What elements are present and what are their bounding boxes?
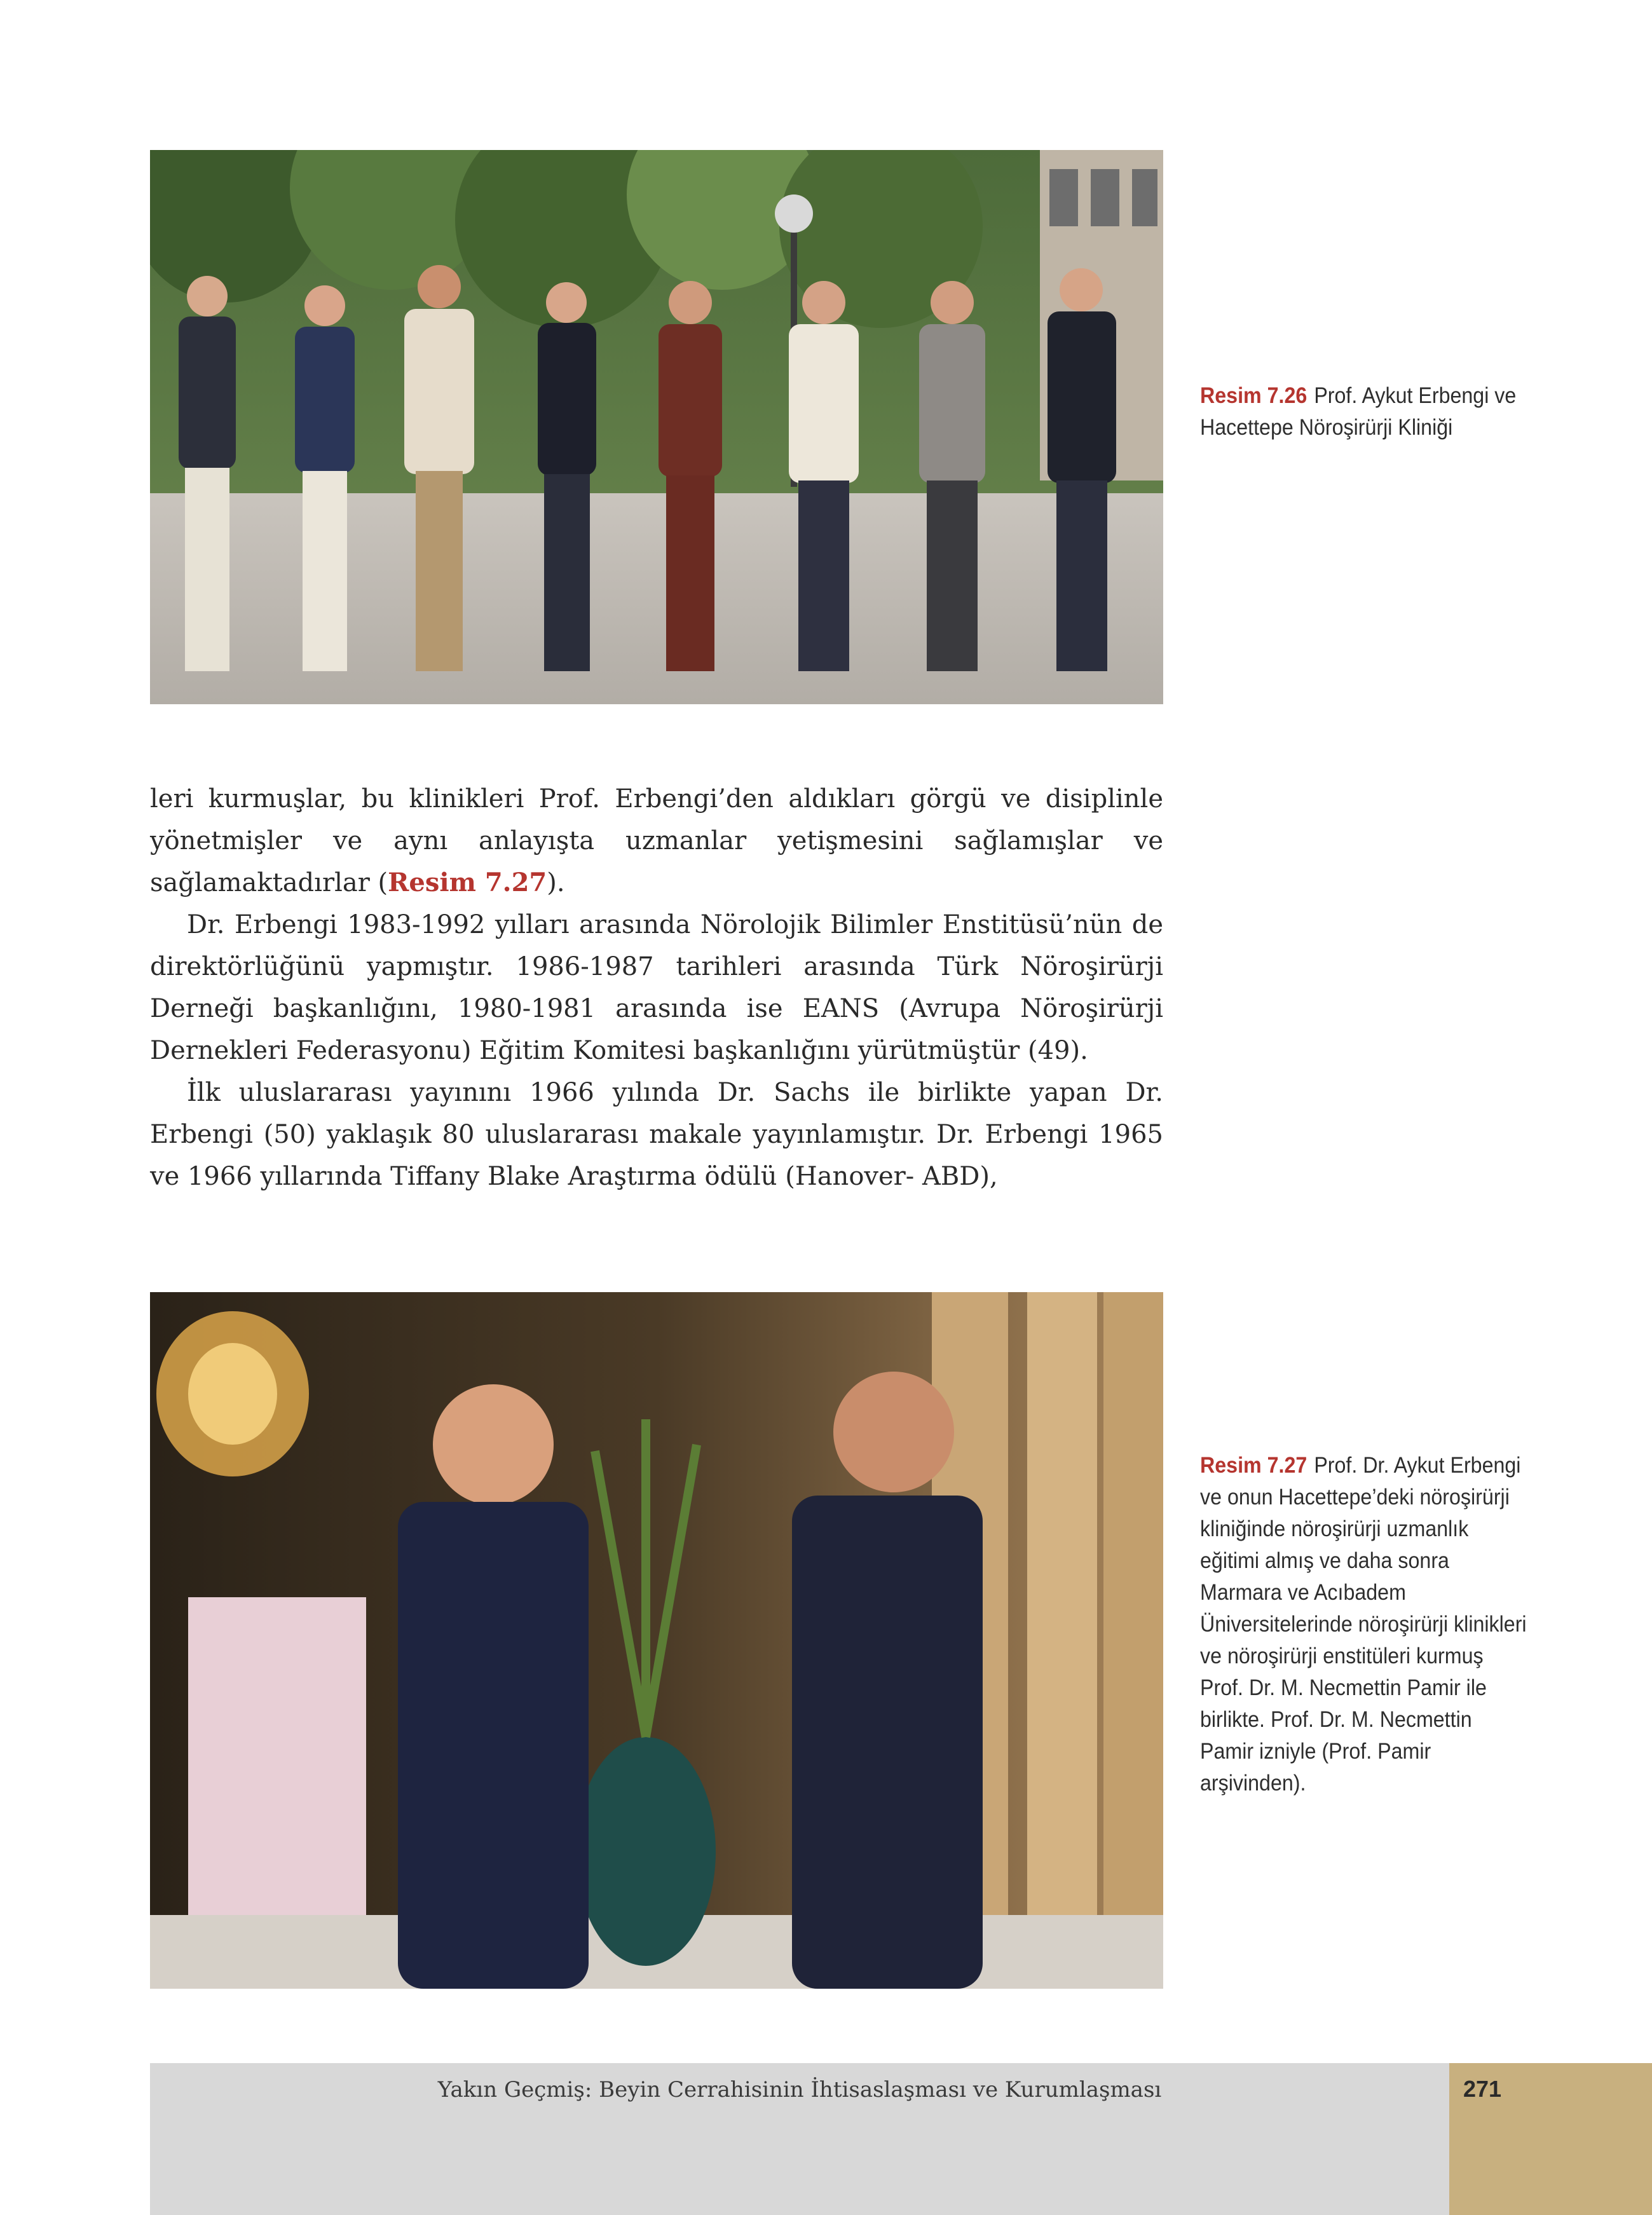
running-footer-title: Yakın Geçmiş: Beyin Cerrahisinin İhtisaslaşması ve Kurumlaşması: [437, 2077, 1162, 2103]
figure-caption-text: Prof. Dr. Aykut Erbengi ve onun Hacettepe’deki nöroşirürji kliniğinde nöroşirürji uzmanlık eğitimi almış ve daha sonra Marmara ve Acıbadem Üniversitelerinde nöroşirürji klinikleri ve nöroşirürji enstitüleri kurmuş Prof. Dr. M. Necmettin Pamir ile birlikte. Prof. Dr. M. Necmettin Pamir izniyle (Prof. Pamir arşivinden).: [1200, 1453, 1527, 1796]
paragraph: İlk uluslararası yayınını 1966 yılında Dr. Sachs ile birlikte yapan Dr. Erbengi (50) yaklaşık 80 uluslararası makale yayınlamıştır. Dr. Erbengi 1965 ve 1966 yıllarında Tiffany Blake Araştırma ödülü (Hanover- ABD),: [150, 1078, 1163, 1191]
figure-caption-7-26: [1200, 380, 1527, 444]
paragraph: Dr. Erbengi 1983-1992 yılları arasında Nörolojik Bilimler Enstitüsü’nün de direktörlüğünü yapmıştır. 1986-1987 tarihleri arasında Türk Nöroşirürji Derneği başkanlığını, 1980-1981 arasında ise EANS (Avrupa Nöroşirürji Dernekleri Federasyonu) Eğitim Komitesi başkanlığını yürütmüştür (49).: [150, 910, 1163, 1065]
figure-caption-7-27: [1200, 1450, 1527, 1799]
indoor-photo: [150, 1292, 1163, 1989]
figure-reference: Resim 7.27: [388, 868, 547, 897]
page-number: 271: [1463, 2076, 1502, 2102]
figure-label: Resim 7.26: [1200, 383, 1307, 408]
figure-caption-text: Prof. Aykut Erbengi ve Hacettepe Nöroşirürji Kliniği: [1200, 383, 1517, 440]
figure-label: Resim 7.27: [1200, 1453, 1307, 1478]
paragraph-text: ).: [547, 868, 565, 897]
paragraph: [150, 778, 1163, 904]
body-text: [150, 778, 1163, 1197]
group-photo: [150, 150, 1163, 704]
paragraph-text: leri kurmuşlar, bu klinikleri Prof. Erbengi’den aldıkları görgü ve disiplinle yönetmişler ve aynı anlayışta uzmanlar yetişmesini sağlamışlar ve sağlamaktadırlar (: [150, 784, 1163, 897]
